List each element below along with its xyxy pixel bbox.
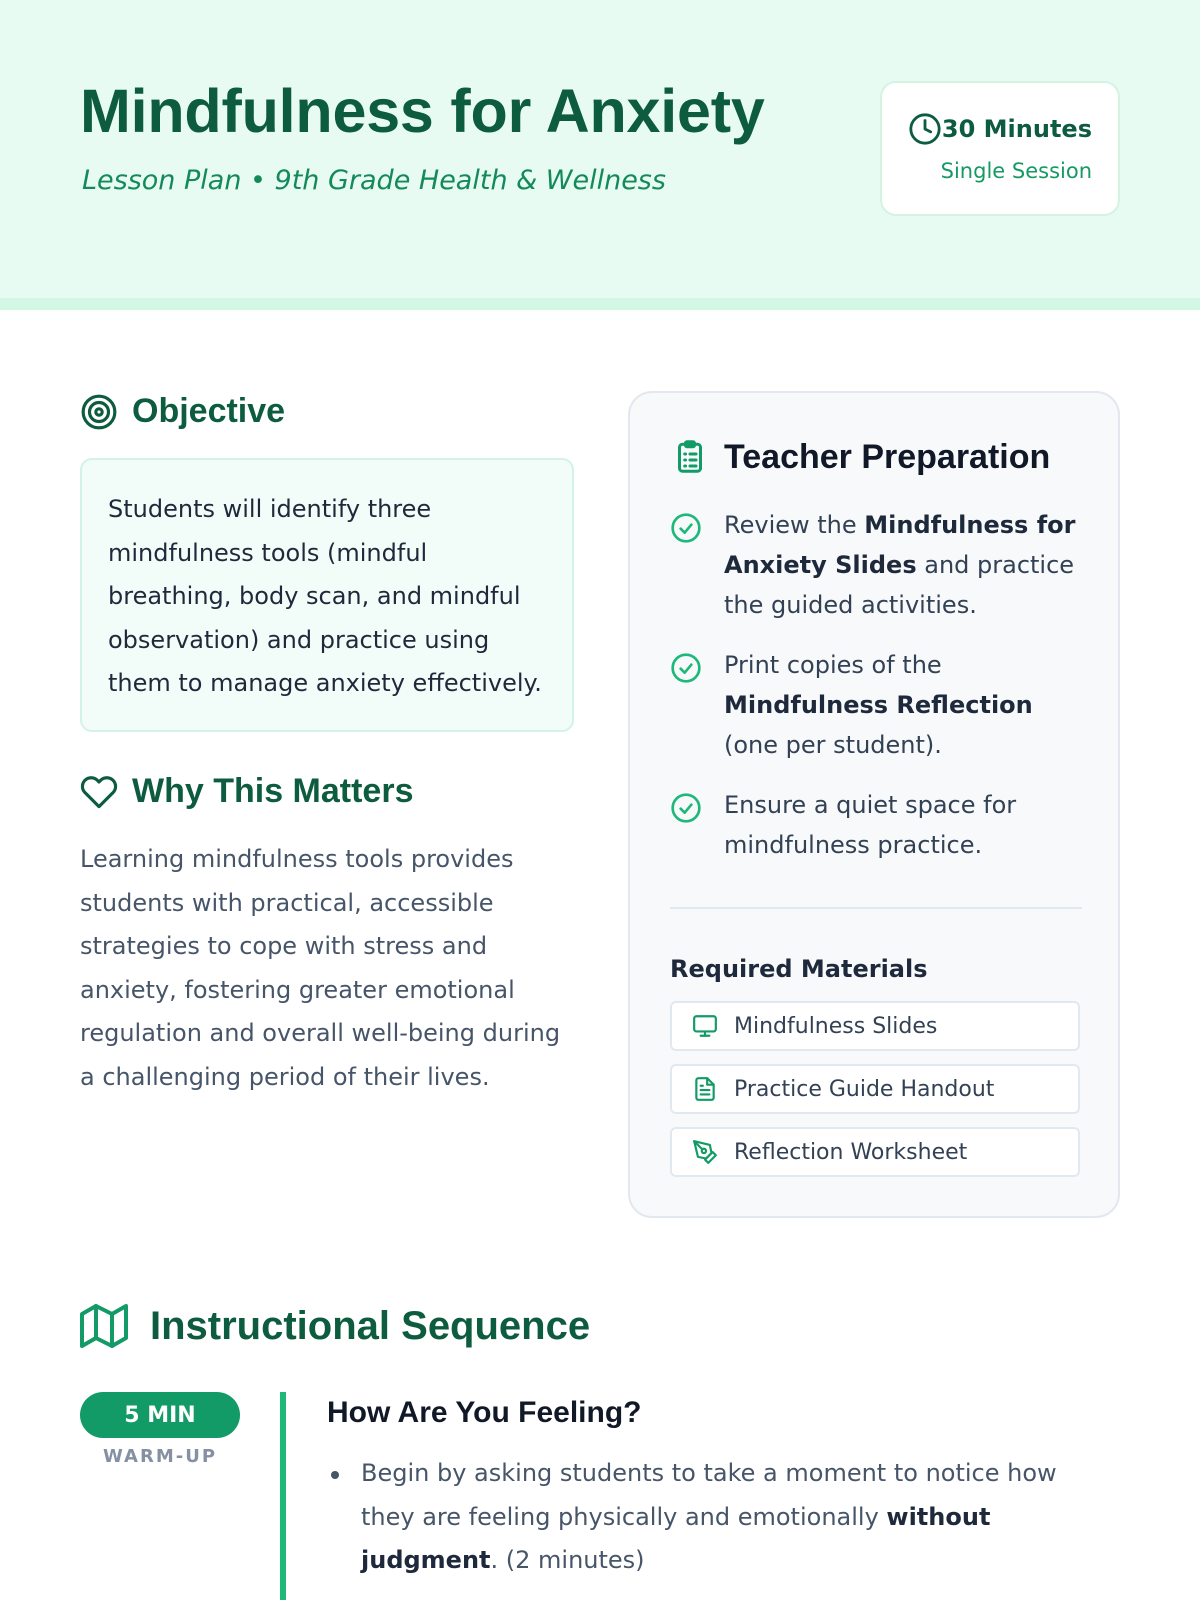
step-time-badge: 5 MIN [80,1392,240,1438]
check-circle-icon [670,512,702,544]
step-bullet-text: Begin by asking students to take a moment to notice how they are feeling physically and emotionally [361,1459,1057,1531]
clipboard-icon [672,437,708,477]
material-label: Reflection Worksheet [734,1139,968,1165]
target-icon [80,393,118,431]
pen-tool-icon [692,1139,718,1165]
document-icon [692,1076,718,1102]
prep-item-text-end: (one per student). [724,731,942,759]
objective-title: Objective [132,392,286,430]
step-bullet [327,1452,1117,1583]
page-title: Mindfulness for Anxiety [80,77,765,145]
prep-checklist [670,505,1082,885]
material-label: Practice Guide Handout [734,1076,995,1102]
header-divider [0,298,1200,310]
why-text: Learning mindfulness tools provides students with practical, accessible strategies to cope with stress and anxiety, fostering greater emotional regulation and overall well-being during a challenging period of their lives. [80,845,561,1091]
prep-item-text-end: and practice the guided activities. [724,551,1075,619]
teacher-prep-title: Teacher Preparation [724,437,1051,476]
page-subtitle: Lesson Plan • 9th Grade Health & Wellness [82,165,666,196]
duration-session: Single Session [940,159,1092,183]
check-circle-icon [670,792,702,824]
material-slides [670,1001,1080,1051]
sequence-title: Instructional Sequence [150,1303,591,1348]
prep-item-text: Review the [724,511,865,539]
objective-box [80,458,574,732]
step-bullet-text-end: . (2 minutes) [490,1546,645,1574]
why-heading [80,772,413,811]
material-handout [670,1064,1080,1114]
prep-item-text: Ensure a quiet space for mindfulness practice. [724,791,1017,859]
objective-heading [80,392,285,431]
duration-card [880,81,1120,216]
prep-item [670,505,1082,625]
prep-item-bold: Mindfulness for Anxiety Slides [724,511,1076,579]
check-circle-icon [670,652,702,684]
prep-item-text: Print copies of the [724,651,942,679]
step-phase-label: WARM-UP [102,1446,218,1467]
duration-value: 30 Minutes [941,115,1092,143]
teacher-prep-card [628,391,1120,1218]
map-icon [80,1302,128,1350]
material-label: Mindfulness Slides [734,1013,938,1039]
monitor-icon [692,1013,718,1039]
step-bullet-bold: without judgment [361,1502,991,1574]
why-title: Why This Matters [132,772,414,810]
materials-heading: Required Materials [670,955,928,983]
prep-item [670,645,1082,765]
material-worksheet [670,1127,1080,1177]
sequence-heading [80,1302,590,1350]
step-title: How Are You Feeling? [327,1396,642,1429]
heart-icon [80,773,118,811]
prep-item [670,785,1082,865]
teacher-prep-heading [672,437,1050,477]
objective-text: Students will identify three mindfulness tools (mindful breathing, body scan, and mindful observation) and practice using them to manage anxiety effectively. [108,495,542,697]
clock-icon [908,112,942,146]
prep-divider [670,907,1082,909]
prep-item-bold: Mindfulness Reflection [724,691,1033,719]
step-bullets [327,1452,1117,1583]
step-accent-bar [280,1392,286,1600]
